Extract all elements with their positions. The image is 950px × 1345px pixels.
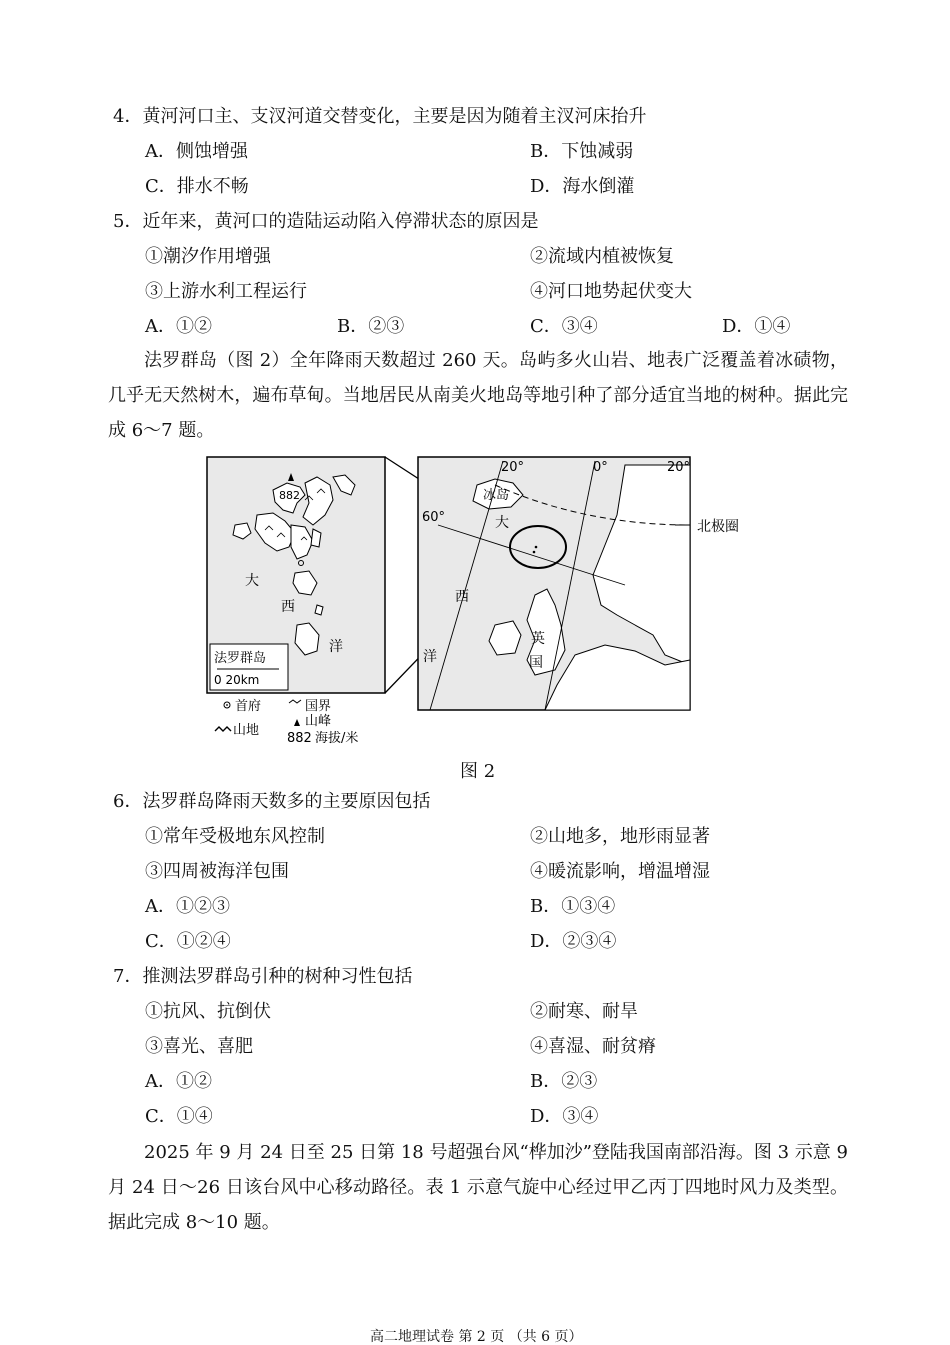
legend-mountain: 山地 (233, 723, 260, 738)
arctic-circle-label: 北极圈 (697, 519, 739, 535)
q7-option-a: A．①② (145, 1071, 212, 1092)
q6-option-b: B．①③④ (530, 896, 616, 917)
iceland-label: 冰岛 (483, 488, 510, 503)
legend-peak: 山峰 (305, 714, 332, 729)
lon-e20-label: 20° (667, 460, 691, 475)
intro-8-10: 2025 年 9 月 24 日至 25 日第 18 号超强台风“桦加沙”登陆我国南部沿海。图 3 示意 9 月 24 日～26 日该台风中心移动路径。表 1 示意气旋中心经过甲乙丙丁四地时风力及类型。据此完成 8～10 题。 (108, 1142, 848, 1233)
q7-item-1: ①抗风、抗倒伏 (145, 1001, 271, 1022)
left-ocean-label-2: 西 (281, 599, 295, 615)
q5-option-b: B．②③ (337, 316, 405, 337)
q7-item-2: ②耐寒、耐旱 (530, 1001, 638, 1022)
q5-item-3: ③上游水利工程运行 (145, 281, 307, 302)
q5-option-c: C．③④ (530, 316, 598, 337)
inset-title: 法罗群岛 (214, 651, 267, 666)
q5-stem: 5．近年来，黄河口的造陆运动陷入停滞状态的原因是 (113, 211, 539, 232)
uk-label-1: 英 (531, 631, 545, 647)
q5-option-a: A．①② (145, 316, 212, 337)
figure-2-caption: 图 2 (460, 761, 496, 782)
q6-stem: 6．法罗群岛降雨天数多的主要原因包括 (113, 791, 431, 812)
q7-item-4: ④喜湿、耐贫瘠 (530, 1036, 656, 1057)
q6-item-4: ④暖流影响，增温增湿 (530, 861, 710, 882)
scale-text: 0 20km (214, 673, 260, 687)
q6-item-3: ③四周被海洋包围 (145, 861, 289, 882)
q4-stem: 4．黄河河口主、支汊河道交替变化，主要是因为随着主汊河床抬升 (113, 106, 647, 127)
q6-item-2: ②山地多，地形雨显著 (530, 826, 710, 847)
q4-option-d: D．海水倒灌 (530, 176, 635, 197)
q6-item-1: ①常年受极地东风控制 (145, 826, 325, 847)
legend-border-icon (289, 700, 301, 703)
q7-option-d: D．③④ (530, 1106, 599, 1127)
q7-option-c: C．①④ (145, 1106, 213, 1127)
q4-option-b: B．下蚀减弱 (530, 141, 634, 162)
legend-mountain-icon (215, 727, 231, 731)
intro-6-7: 法罗群岛（图 2）全年降雨天数超过 260 天。岛屿多火山岩、地表广泛覆盖着冰碛物，几乎无天然树木，遍布草甸。当地居民从南美火地岛等地引种了部分适宜当地的树种。据此完成 6～7 题。 (108, 350, 848, 441)
legend-elevation: 海拔/米 (315, 731, 359, 746)
q5-item-2: ②流域内植被恢复 (530, 246, 674, 267)
page-footer: 高二地理试卷 第 2 页 （共 6 页） (370, 1329, 583, 1345)
lat-60-label: 60° (422, 510, 446, 525)
q7-item-3: ③喜光、喜肥 (145, 1036, 253, 1057)
q6-option-a: A．①②③ (145, 896, 230, 917)
right-ocean-label-1: 大 (495, 515, 509, 531)
q4-option-c: C．排水不畅 (145, 176, 249, 197)
q4-option-a: A．侧蚀增强 (145, 141, 248, 162)
q5-option-d: D．①④ (722, 316, 791, 337)
q7-stem: 7．推测法罗群岛引种的树种习性包括 (113, 966, 413, 987)
left-ocean-label-1: 大 (245, 573, 259, 589)
legend-peak-value: 882 (287, 731, 312, 746)
figure-2-maps (205, 455, 745, 750)
right-ocean-label-2: 西 (455, 589, 469, 605)
uk-label-2: 国 (529, 655, 543, 671)
q6-option-c: C．①②④ (145, 931, 231, 952)
lon-0-label: 0° (593, 460, 608, 475)
legend-capital: 首府 (235, 699, 262, 714)
q5-item-1: ①潮汐作用增强 (145, 246, 271, 267)
q7-option-b: B．②③ (530, 1071, 598, 1092)
lon-w20-label: 20° (501, 460, 525, 475)
q5-item-4: ④河口地势起伏变大 (530, 281, 692, 302)
q6-option-d: D．②③④ (530, 931, 617, 952)
left-ocean-label-3: 洋 (329, 639, 343, 655)
right-ocean-label-3: 洋 (423, 649, 437, 665)
peak-882-label: 882 (279, 489, 300, 502)
legend-peak-icon (294, 719, 300, 726)
legend-border: 国界 (305, 699, 332, 714)
